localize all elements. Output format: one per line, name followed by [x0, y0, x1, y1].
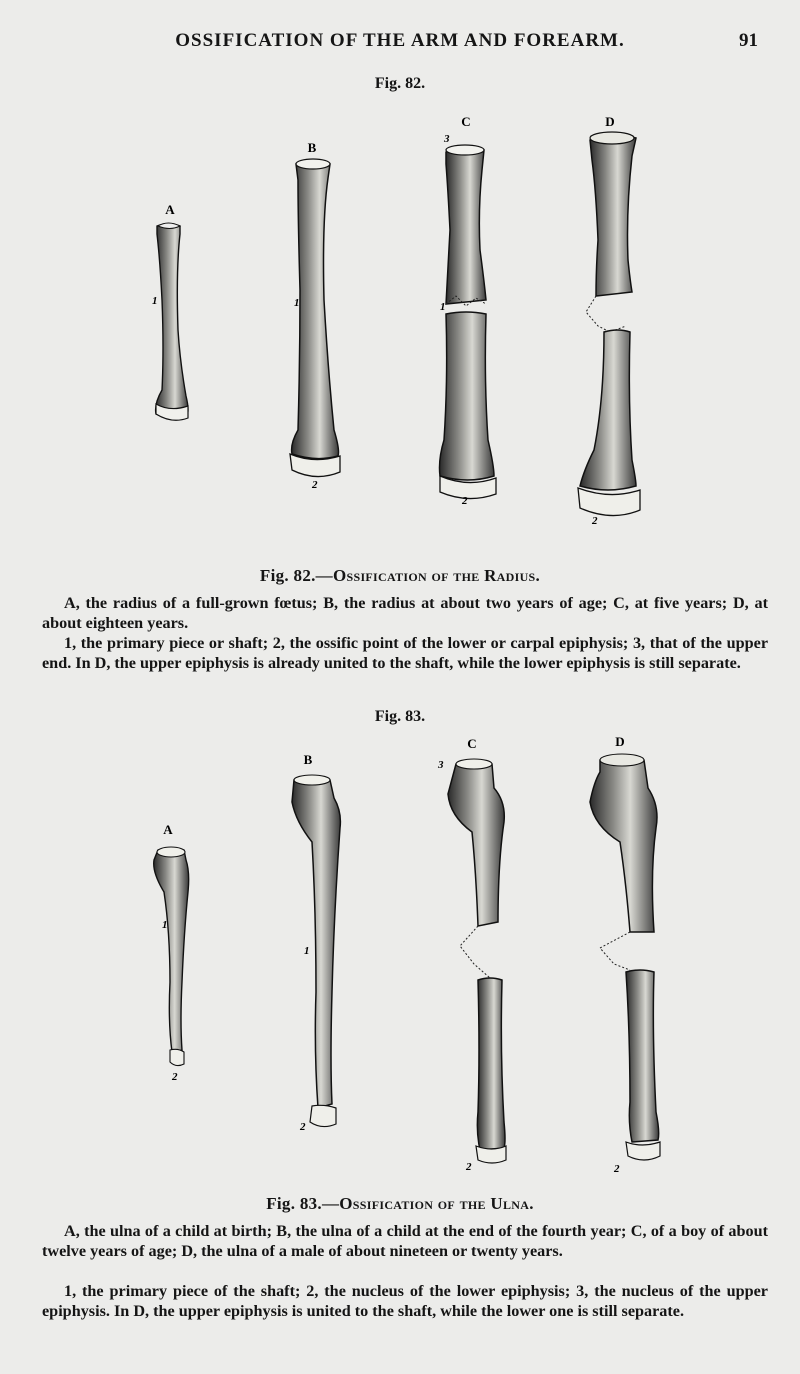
- mark-1: 1: [162, 919, 168, 931]
- figure-82-caption-title: Ossification of the Radius.: [332, 566, 541, 585]
- specimen-label-c: C: [461, 114, 471, 129]
- figure-83-paragraph-2: [42, 1282, 768, 1321]
- figure-82-paragraph-2-text: 1, the primary piece or shaft; 2, the ossific point of the lower or carpal epiphysis; 3, that of the upper end. In D, the upper epiphysis is already united to the shaft, while the lower epiphysis is still separate.: [42, 634, 768, 672]
- figure-83-heading: Fig. 83.: [374, 708, 426, 725]
- mark-2: 2: [614, 1163, 620, 1175]
- mark-3: 3: [444, 133, 450, 145]
- specimen-label-c: C: [467, 736, 477, 751]
- specimen-label-a: A: [163, 822, 173, 837]
- figure-83-caption: [0, 1194, 800, 1214]
- radius-specimen-c: [440, 114, 497, 507]
- running-head: [0, 30, 800, 60]
- figure-82-paragraph-1-text: A, the radius of a full-grown fœtus; B, the radius at about two years of age; C, at five years; D, at about eighteen years.: [42, 594, 768, 632]
- mark-1: 1: [440, 301, 446, 313]
- radius-specimen-d: [578, 114, 640, 527]
- mark-2: 2: [300, 1121, 306, 1133]
- figure-83-paragraph-1: [42, 1222, 768, 1261]
- figure-82-plate: [0, 100, 800, 540]
- mark-2: 2: [312, 479, 318, 491]
- mark-3: 3: [438, 759, 444, 771]
- specimen-label-d: D: [615, 734, 625, 749]
- figure-83-paragraph-1-text: A, the ulna of a child at birth; B, the ulna of a child at the end of the fourth year; C, of a boy of about twelve years of age; D, the ulna of a male of about nineteen or twenty years.: [42, 1222, 768, 1260]
- ulna-specimen-c: [437, 736, 506, 1173]
- figure-83-plate: [0, 732, 800, 1182]
- figure-83-caption-title: Ossification of the Ulna.: [339, 1194, 534, 1213]
- ulna-specimen-a: [154, 822, 189, 1083]
- figure-83-caption-prefix: Fig. 83.—: [266, 1194, 340, 1213]
- figure-82-heading: Fig. 82.: [374, 75, 426, 92]
- mark-1: 1: [294, 297, 300, 309]
- running-title: OSSIFICATION OF THE ARM AND FOREARM.: [175, 30, 625, 51]
- mark-1: 1: [304, 945, 310, 957]
- figure-82-caption-prefix: Fig. 82.—: [259, 566, 333, 585]
- figure-83-paragraph-2-text: 1, the primary piece of the shaft; 2, the nucleus of the lower epiphysis; 3, the nucleus of the upper epiphysis. In D, the upper epiphysis is united to the shaft, while the lower one is still separate.: [42, 1282, 768, 1320]
- ulna-specimen-d: [590, 734, 660, 1175]
- mark-1: 1: [152, 295, 158, 307]
- specimen-label-b: B: [307, 140, 317, 155]
- figure-82-paragraph-2: [42, 634, 768, 673]
- radius-illustration: [0, 100, 800, 540]
- mark-2: 2: [462, 495, 468, 507]
- radius-specimen-b: [290, 140, 340, 491]
- specimen-label-a: A: [165, 202, 175, 217]
- figure-82-paragraph-1: [42, 594, 768, 633]
- figure-82-caption: [0, 566, 800, 586]
- specimen-label-b: B: [303, 752, 313, 767]
- page-number: 91: [739, 30, 758, 51]
- mark-2: 2: [466, 1161, 472, 1173]
- radius-specimen-a: [152, 202, 188, 420]
- mark-2: 2: [592, 515, 598, 527]
- ulna-specimen-b: [292, 752, 340, 1133]
- ulna-illustration: [0, 732, 800, 1182]
- mark-2: 2: [172, 1071, 178, 1083]
- specimen-label-d: D: [605, 114, 615, 129]
